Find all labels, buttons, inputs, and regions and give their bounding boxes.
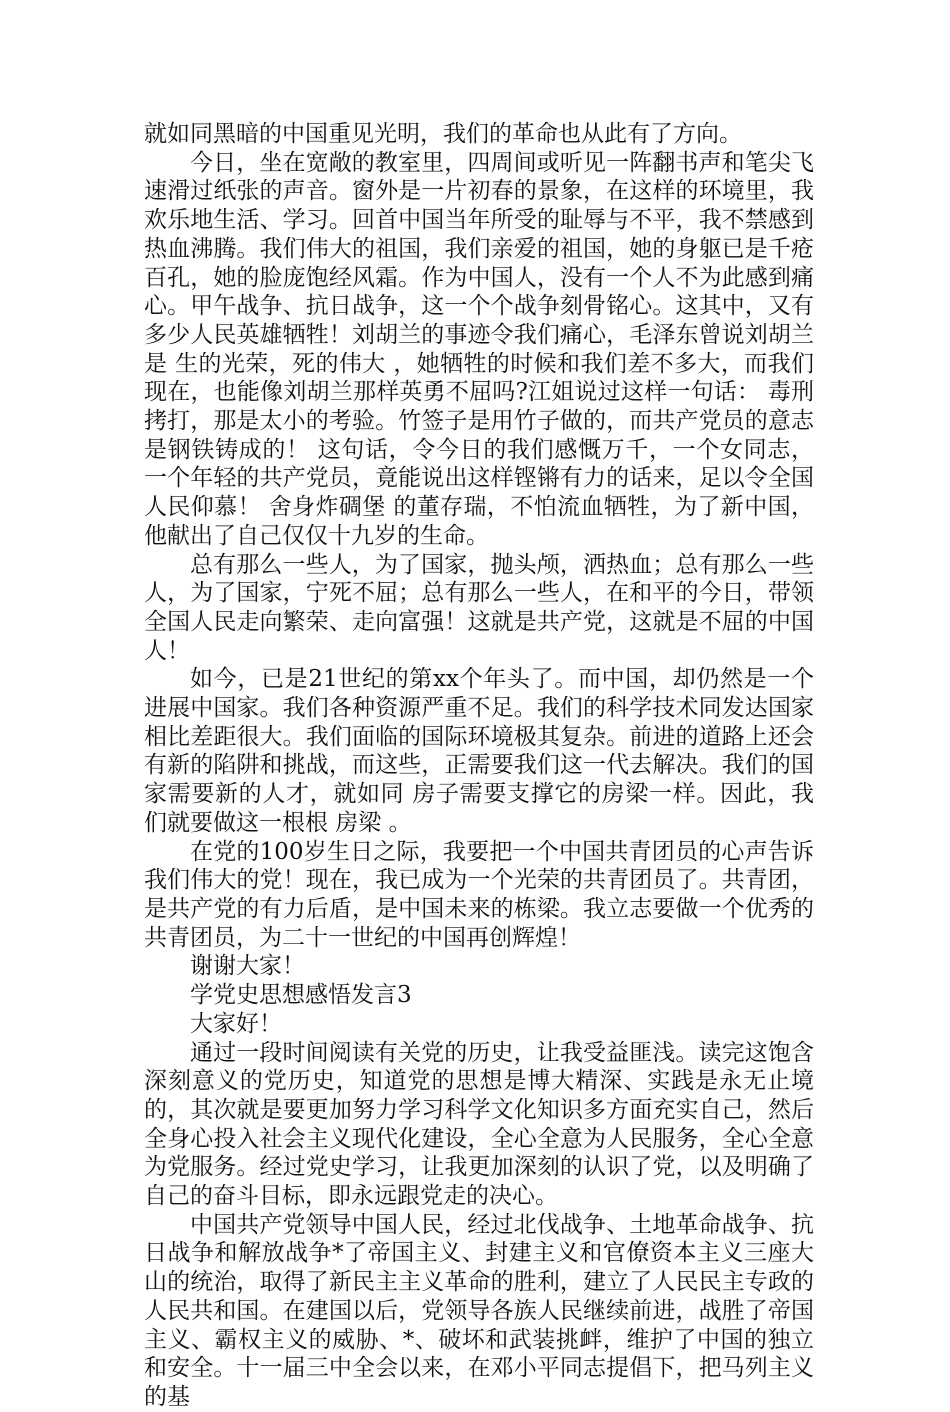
paragraph: 如今，已是21世纪的第xx个年头了。而中国，却仍然是一个进展中国家。我们各种资源严重不足。我们的科学技术同发达国家相比差距很大。我们面临的国际环境极其复杂。前进的道路上还会有新的陷阱和挑战，而这些，正需要我们这一代去解决。我们的国家需要新的人才，就如同 房子需要支撑它的房梁一样。因此，我们就要做这一根根 房梁 。 <box>144 666 814 836</box>
paragraph: 今日，坐在宽敞的教室里，四周间或听见一阵翻书声和笔尖飞速滑过纸张的声音。窗外是一片初春的景象，在这样的环境里，我欢乐地生活、学习。回首中国当年所受的耻辱与不平，我不禁感到热血沸腾。我们伟大的祖国，我们亲爱的祖国，她的身躯已是千疮百孔，她的脸庞饱经风霜。作为中国人，没有一个人不为此感到痛心。甲午战争、抗日战争，这一个个战争刻骨铭心。这其中，又有多少人民英雄牺牲！刘胡兰的事迹令我们痛心，毛泽东曾说刘胡兰是 生的光荣，死的伟大 ，她牺牲的时候和我们差不多大，而我们现在，也能像刘胡兰那样英勇不屈吗?江姐说过这样一句话： 毒刑拷打，那是太小的考验。竹签子是用竹子做的，而共产党员的意志是钢铁铸成的！ 这句话，令今日的我们感慨万千，一个女同志，一个年轻的共产党员，竟能说出这样铿锵有力的话来，足以令全国人民仰慕！ 舍身炸碉堡 的董存瑞，不怕流血牺牲，为了新中国，他献出了自己仅仅十九岁的生命。 <box>144 149 814 549</box>
closing-line: 谢谢大家！ <box>190 953 305 980</box>
paragraph: 总有那么一些人，为了国家，抛头颅，洒热血；总有那么一些人，为了国家，宁死不屈；总有那么一些人，在和平的今日，带领全国人民走向繁荣、走向富强！这就是共产党，这就是不屈的中国人！ <box>144 551 814 664</box>
paragraph: 在党的100岁生日之际，我要把一个中国共青团员的心声告诉我们伟大的党！现在，我已成为一个光荣的共青团员了。共青团，是共产党的有力后盾，是中国未来的栋梁。我立志要做一个优秀的共青团员，为二十一世纪的中国再创辉煌！ <box>144 838 814 951</box>
greeting-line: 大家好！ <box>190 1010 282 1037</box>
paragraph-continuation: 就如同黑暗的中国重见光明，我们的革命也从此有了方向。 <box>144 121 742 147</box>
body-text <box>144 120 814 1412</box>
section-title: 学党史思想感悟发言3 <box>190 982 412 1009</box>
paragraph: 通过一段时间阅读有关党的历史，让我受益匪浅。读完这饱含深刻意义的党历史，知道党的思想是博大精深、实践是永无止境的，其次就是要更加努力学习科学文化知识多方面充实自己，然后全身心投入社会主义现代化建设，全心全意为人民服务，全心全意为党服务。经过党史学习，让我更加深刻的认识了党，以及明确了自己的奋斗目标，即永远跟党走的决心。 <box>144 1039 814 1210</box>
paragraph: 中国共产党领导中国人民，经过北伐战争、土地革命战争、抗日战争和解放战争*了帝国主义、封建主义和官僚资本主义三座大山的统治，取得了新民主主义革命的胜利，建立了人民民主专政的人民共和国。在建国以后，党领导各族人民继续前进，战胜了帝国主义、霸权主义的威胁、*、破坏和武装挑衅，维护了中国的独立和安全。十一届三中全会以来，在邓小平同志提倡下，把马列主义的基 <box>144 1211 814 1410</box>
